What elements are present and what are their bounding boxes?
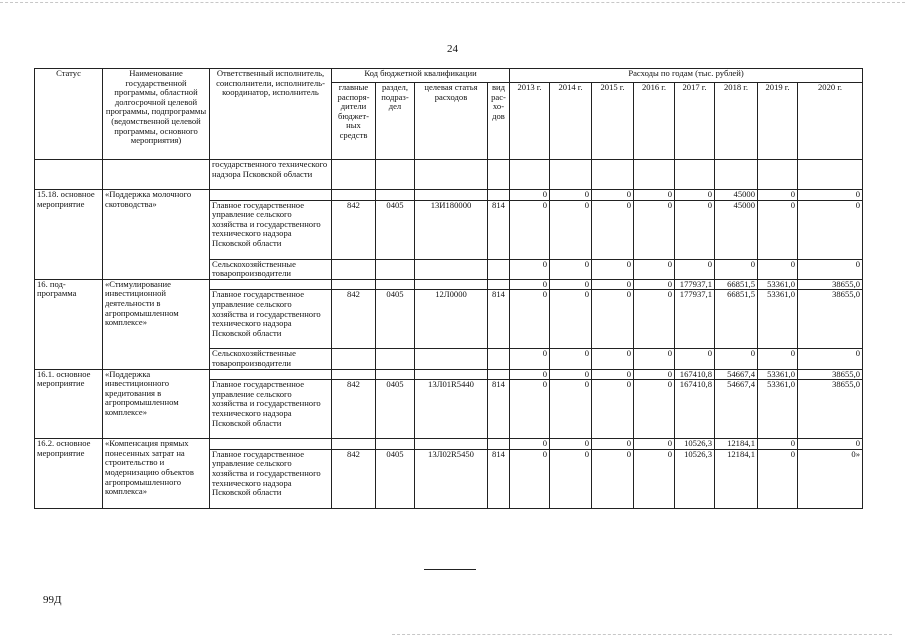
value-cell: 0 (758, 439, 798, 450)
status-cell: 16.1. основное мероприятие (35, 369, 103, 439)
col-year: 2013 г. (510, 82, 550, 159)
scan-artifact-bottom (392, 634, 892, 635)
footer-divider (424, 569, 476, 570)
value-cell: 0 (550, 200, 592, 259)
value-cell: 66851,5 (715, 279, 758, 290)
value-cell: 167410,8 (675, 380, 715, 439)
header-row-1 (35, 69, 863, 83)
value-cell: 0 (634, 439, 675, 450)
value-cell: 0 (510, 369, 550, 380)
value-cell: 0 (758, 259, 798, 279)
value-cell: 167410,8 (675, 369, 715, 380)
value-cell: 12184,1 (715, 439, 758, 450)
target-cell: 13Л02R5450 (415, 449, 488, 508)
value-cell: 53361,0 (758, 380, 798, 439)
value-cell: 53361,0 (758, 279, 798, 290)
value-cell: 0 (634, 449, 675, 508)
executor-cell: Сельскохозяйственные товаропроизводители (210, 349, 332, 369)
value-cell: 0 (715, 259, 758, 279)
name-cell: «Поддержка инвестиционного кредитования в агропромышленном комплексе» (103, 369, 210, 439)
value-cell: 45000 (715, 200, 758, 259)
page-number: 24 (447, 43, 458, 55)
value-cell: 10526,3 (675, 449, 715, 508)
section-cell: 0405 (376, 200, 415, 259)
table-row-total (35, 190, 863, 201)
col-type: вид рас-хо-дов (488, 82, 510, 159)
value-cell: 0 (634, 290, 675, 349)
status-cell: 16. под-программа (35, 279, 103, 369)
type-cell: 814 (488, 200, 510, 259)
grbs-cell: 842 (332, 449, 376, 508)
scan-artifact-top (0, 2, 905, 3)
value-cell: 53361,0 (758, 290, 798, 349)
table-row-total (35, 279, 863, 290)
value-cell: 54667,4 (715, 369, 758, 380)
value-cell: 0 (798, 439, 863, 450)
value-cell: 0 (510, 200, 550, 259)
grbs-cell: 842 (332, 380, 376, 439)
section-cell: 0405 (376, 449, 415, 508)
grbs-cell: 842 (332, 290, 376, 349)
value-cell: 38655,0 (798, 279, 863, 290)
value-cell: 0 (592, 190, 634, 201)
value-cell: 0 (550, 369, 592, 380)
status-cell: 15.18. основное мероприятие (35, 190, 103, 280)
value-cell: 38655,0 (798, 369, 863, 380)
value-cell: 0 (550, 279, 592, 290)
name-cell: «Компенсация прямых понесенных затрат на строительство и модернизацию объектов агропромышленного комплекса» (103, 439, 210, 509)
value-cell: 0 (675, 259, 715, 279)
value-cell: 45000 (715, 190, 758, 201)
value-cell: 0 (592, 200, 634, 259)
col-year: 2019 г. (758, 82, 798, 159)
value-cell: 0 (634, 279, 675, 290)
value-cell: 0 (715, 349, 758, 369)
col-years-group: Расходы по годам (тыс. рублей) (510, 69, 863, 83)
value-cell: 0 (634, 380, 675, 439)
value-cell: 0 (510, 290, 550, 349)
col-year: 2015 г. (592, 82, 634, 159)
value-cell: 0 (634, 369, 675, 380)
col-budget-group: Код бюджетной квалификации (332, 69, 510, 83)
value-cell: 0 (675, 200, 715, 259)
value-cell: 0 (550, 439, 592, 450)
value-cell: 54667,4 (715, 380, 758, 439)
value-cell: 0 (510, 449, 550, 508)
value-cell: 0 (510, 380, 550, 439)
section-cell: 0405 (376, 290, 415, 349)
name-cell: «Стимулирование инвестиционной деятельности в агропромышленном комплексе» (103, 279, 210, 369)
executor-cell: Сельскохозяйственные товаропроизводители (210, 259, 332, 279)
value-cell: 10526,3 (675, 439, 715, 450)
type-cell: 814 (488, 449, 510, 508)
value-cell: 0 (550, 349, 592, 369)
grbs-cell: 842 (332, 200, 376, 259)
executor-cell: Главное государственное управление сельского хозяйства и государственного технического надзора Псковской области (210, 200, 332, 259)
value-cell: 0 (510, 259, 550, 279)
status-cell: 16.2. основное мероприятие (35, 439, 103, 509)
value-cell: 0 (510, 190, 550, 201)
type-cell: 814 (488, 290, 510, 349)
table-row-total (35, 369, 863, 380)
executor-cell: государственного технического надзора Псковской области (210, 160, 332, 190)
executor-cell: Главное государственное управление сельского хозяйства и государственного технического надзора Псковской области (210, 449, 332, 508)
value-cell: 0 (798, 259, 863, 279)
value-cell: 0 (675, 349, 715, 369)
executor-cell: Главное государственное управление сельского хозяйства и государственного технического надзора Псковской области (210, 290, 332, 349)
col-grbs: главные распоря-дители бюджет-ных средств (332, 82, 376, 159)
section-cell: 0405 (376, 380, 415, 439)
value-cell: 0 (550, 380, 592, 439)
value-cell: 0 (592, 349, 634, 369)
value-cell: 0 (798, 349, 863, 369)
value-cell: 177937,1 (675, 279, 715, 290)
value-cell: 0 (510, 349, 550, 369)
col-year: 2014 г. (550, 82, 592, 159)
value-cell: 0 (510, 279, 550, 290)
value-cell: 38655,0 (798, 290, 863, 349)
value-cell: 0 (550, 449, 592, 508)
value-cell: 0 (592, 279, 634, 290)
value-cell: 38655,0 (798, 380, 863, 439)
col-year: 2017 г. (675, 82, 715, 159)
executor-cell: Главное государственное управление сельского хозяйства и государственного технического надзора Псковской области (210, 380, 332, 439)
value-cell: 0 (758, 200, 798, 259)
target-cell: 13И180000 (415, 200, 488, 259)
value-cell: 0 (798, 190, 863, 201)
expenditure-table (34, 68, 863, 509)
target-cell: 13Л01R5440 (415, 380, 488, 439)
value-cell: 53361,0 (758, 369, 798, 380)
value-cell: 0 (634, 259, 675, 279)
value-cell: 0 (550, 290, 592, 349)
value-cell: 0 (634, 200, 675, 259)
col-year: 2020 г. (798, 82, 863, 159)
col-year: 2018 г. (715, 82, 758, 159)
value-cell: 0 (592, 369, 634, 380)
type-cell: 814 (488, 380, 510, 439)
value-cell: 0 (675, 190, 715, 201)
table-row (35, 160, 863, 190)
value-cell: 0 (550, 190, 592, 201)
col-section: раздел, подраз-дел (376, 82, 415, 159)
value-cell: 0 (550, 259, 592, 279)
footer-code: 99Д (43, 594, 62, 606)
value-cell: 66851,5 (715, 290, 758, 349)
col-name: Наименование государственной программы, областной долгосрочной целевой программы, подпрограммы (ведомственной целевой программы, основного мероприятия) (103, 69, 210, 160)
value-cell: 177937,1 (675, 290, 715, 349)
value-cell: 0 (592, 290, 634, 349)
value-cell: 12184,1 (715, 449, 758, 508)
value-cell: 0 (592, 449, 634, 508)
value-cell: 0 (592, 439, 634, 450)
col-status: Статус (35, 69, 103, 160)
value-cell: 0» (798, 449, 863, 508)
name-cell: «Поддержка молочного скотоводства» (103, 190, 210, 280)
col-year: 2016 г. (634, 82, 675, 159)
value-cell: 0 (510, 439, 550, 450)
value-cell: 0 (758, 190, 798, 201)
value-cell: 0 (758, 449, 798, 508)
value-cell: 0 (634, 349, 675, 369)
col-target: целевая статья расходов (415, 82, 488, 159)
value-cell: 0 (758, 349, 798, 369)
value-cell: 0 (634, 190, 675, 201)
value-cell: 0 (592, 259, 634, 279)
col-executor: Ответственный исполнитель, соисполнители, исполнитель-координатор, исполнитель (210, 69, 332, 160)
table-row-total (35, 439, 863, 450)
value-cell: 0 (592, 380, 634, 439)
target-cell: 12Л0000 (415, 290, 488, 349)
value-cell: 0 (798, 200, 863, 259)
